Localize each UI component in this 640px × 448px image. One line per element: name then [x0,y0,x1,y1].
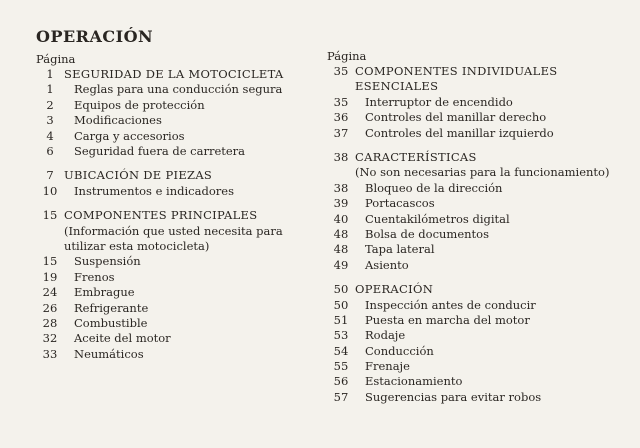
page-number: 54 [333,343,349,358]
page-number: 1 [46,82,54,97]
toc-item [327,374,627,389]
page-number: 48 [333,242,349,257]
item-title: Suspensión [74,254,141,269]
toc-item [36,184,321,199]
page-number: 49 [333,257,349,272]
toc-item [327,390,627,405]
toc-section [327,282,627,297]
page-number: 38 [333,180,349,195]
page-number: 50 [333,282,349,297]
item-title: Interruptor de encendido [365,94,513,109]
page-number: 4 [46,128,54,143]
page-number: 2 [46,97,54,112]
item-title: Inspección antes de conducir [365,297,536,312]
toc-item [36,129,321,144]
toc-item [36,98,321,113]
toc-item [327,126,627,141]
page-number: 38 [333,149,349,164]
section-title: UBICACIÓN DE PIEZAS [64,168,213,183]
page-number: 48 [333,226,349,241]
toc-item [36,82,321,97]
item-title: Aceite del motor [74,331,171,346]
toc-section [327,150,627,165]
toc-item [36,144,321,159]
section-note: utilizar esta motocicleta) [64,238,210,253]
item-title: Puesta en marcha del motor [365,312,530,327]
toc-item [36,301,321,316]
toc-item [327,110,627,125]
page-number: 15 [42,254,58,269]
toc-item [327,359,627,374]
page-number: 7 [46,168,54,183]
item-title: Bolsa de documentos [365,226,489,241]
page-number: 50 [333,297,349,312]
item-title: Portacascos [365,196,435,211]
item-title: Instrumentos e indicadores [74,183,234,198]
toc-item [327,258,627,273]
item-title: Cuentakilómetros digital [365,211,510,226]
toc-item [36,285,321,300]
page-column-label: Página [327,49,367,63]
toc-item [327,242,627,257]
item-title: Neumáticos [74,346,144,361]
toc-item [327,328,627,343]
page-number: 19 [42,269,58,284]
toc-item [327,212,627,227]
page-number: 6 [46,143,54,158]
page-number: 3 [46,113,54,128]
page-number: 35 [333,94,349,109]
toc-left-column [36,52,321,362]
section-title-continued: ESENCIALES [355,79,439,94]
page-title: OPERACIÓN [36,27,154,46]
section-note: (Información que usted necesita para [64,223,283,238]
page-number: 36 [333,110,349,125]
item-title: Controles del manillar izquierdo [365,125,554,140]
item-title: Sugerencias para evitar robos [365,389,542,404]
item-title: Tapa lateral [365,242,435,257]
toc-item [36,347,321,362]
item-title: Frenaje [365,359,410,374]
toc-item [327,313,627,328]
item-title: Equipos de protección [74,97,205,112]
page-number: 51 [333,312,349,327]
toc-item [36,316,321,331]
page-number: 57 [333,389,349,404]
page-number: 10 [42,183,58,198]
item-title: Reglas para una conducción segura [74,82,283,97]
item-title: Embrague [74,285,135,300]
page-column-label: Página [36,52,76,66]
toc-item [36,331,321,346]
toc-item [36,113,321,128]
toc-item [36,270,321,285]
section-title: CARACTERÍSTICAS [355,149,477,164]
item-title: Frenos [74,269,115,284]
page-number: 39 [333,196,349,211]
page-number: 56 [333,374,349,389]
item-title: Seguridad fuera de carretera [74,143,246,158]
item-title: Asiento [365,257,409,272]
toc-section [327,64,627,79]
item-title: Rodaje [365,328,406,343]
item-title: Modificaciones [74,113,162,128]
item-title: Carga y accesorios [74,128,185,143]
toc-item [327,181,627,196]
page-number: 26 [42,300,58,315]
page-number: 40 [333,211,349,226]
toc-item [327,227,627,242]
section-title: OPERACIÓN [355,282,434,297]
toc-item [327,344,627,359]
section-title: SEGURIDAD DE LA MOTOCICLETA [64,67,284,81]
item-title: Combustible [74,315,148,330]
item-title: Controles del manillar derecho [365,110,547,125]
item-title: Conducción [365,343,434,358]
page-number: 1 [46,67,54,81]
toc-section [36,67,321,82]
page-number: 37 [333,125,349,140]
page-number: 24 [42,285,58,300]
page-number: 32 [42,331,58,346]
page-number: 53 [333,328,349,343]
page-number: 15 [42,208,58,223]
section-note: (No son necesarias para la funcionamiento) [355,165,610,180]
item-title: Refrigerante [74,300,149,315]
toc-item [36,254,321,269]
toc-item [327,298,627,313]
page-number: 55 [333,359,349,374]
toc-item [327,196,627,211]
item-title: Estacionamiento [365,374,463,389]
section-title: COMPONENTES PRINCIPALES [64,208,258,223]
toc-section [36,208,321,223]
section-title: COMPONENTES INDIVIDUALES [355,64,558,78]
toc-right-column [327,49,627,405]
page-number: 28 [42,315,58,330]
page-number: 33 [42,346,58,361]
page-number: 35 [333,64,349,78]
toc-section [36,168,321,183]
item-title: Bloqueo de la dirección [365,180,503,195]
toc-item [327,95,627,110]
